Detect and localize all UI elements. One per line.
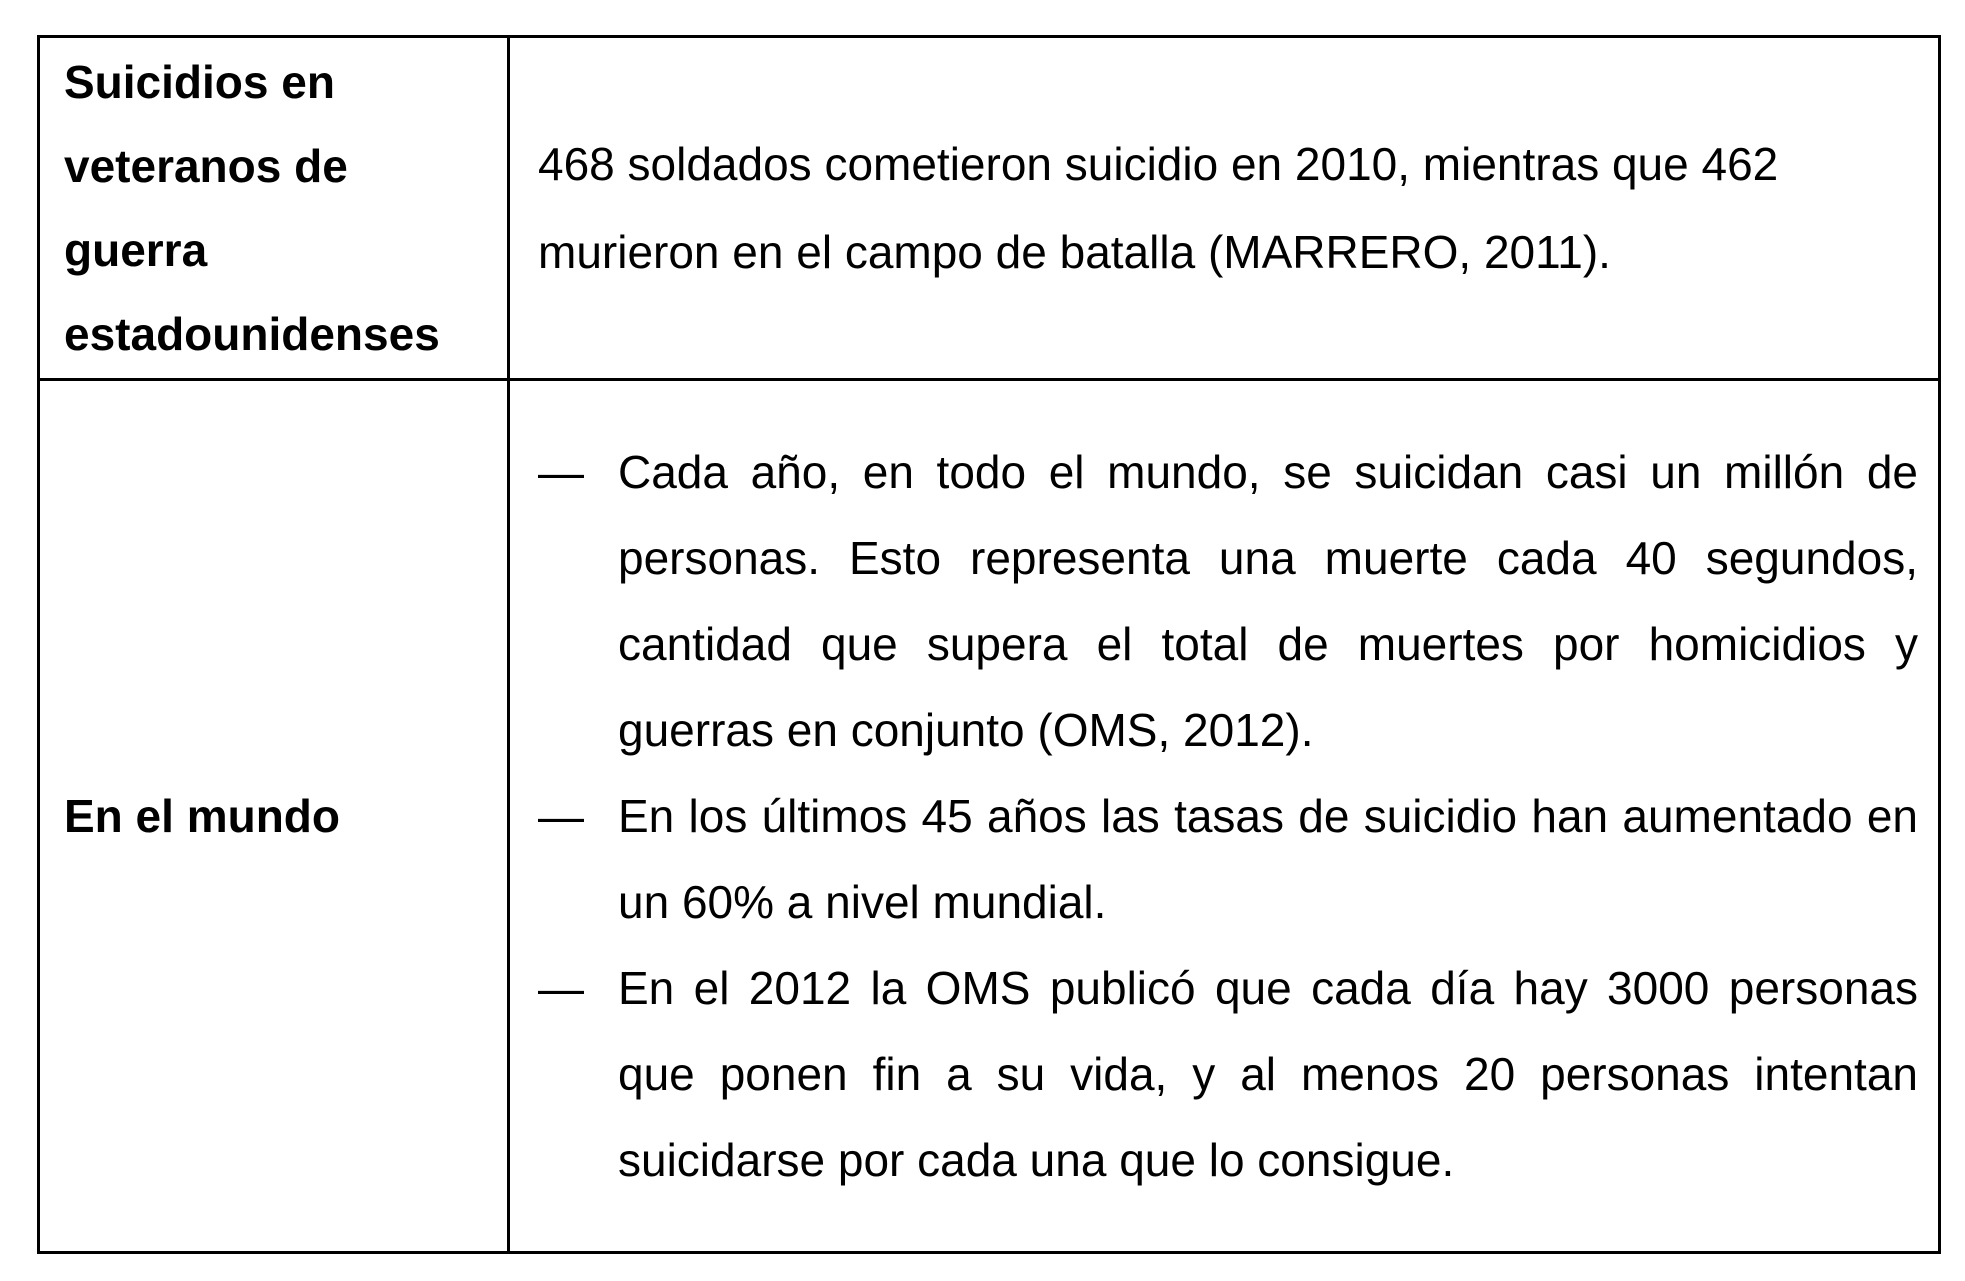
dash-bullet-icon: — bbox=[538, 962, 584, 1014]
dash-bullet-icon: — bbox=[538, 790, 584, 842]
row-content-world bbox=[509, 380, 1940, 1253]
bullet-text: En el 2012 la OMS publicó que cada día hay 3000 personas que ponen fin a su vida, y al menos 20 personas intentan suicidarse por cada una que lo consigue. bbox=[618, 962, 1918, 1186]
row-label-world: En el mundo bbox=[39, 380, 509, 1253]
bullet-text: En los últimos 45 años las tasas de suicidio han aumentado en un 60% a nivel mundial. bbox=[618, 790, 1918, 928]
table-row bbox=[39, 37, 1940, 380]
statistics-table bbox=[37, 35, 1941, 1254]
veterans-text: 468 soldados cometieron suicidio en 2010, mientras que 462 murieron en el campo de batalla (MARRERO, 2011). bbox=[538, 138, 1779, 278]
row-label-veterans: Suicidios en veteranos de guerra estadounidenses bbox=[39, 37, 509, 380]
list-item bbox=[538, 945, 1918, 1203]
row-content-veterans bbox=[509, 37, 1940, 380]
bullet-text: Cada año, en todo el mundo, se suicidan casi un millón de personas. Esto representa una muerte cada 40 segundos, cantidad que supera el total de muertes por homicidios y guerras en conjunto (OMS, 2012). bbox=[618, 446, 1918, 756]
list-item bbox=[538, 773, 1918, 945]
dash-bullet-icon: — bbox=[538, 446, 584, 498]
world-bullet-list bbox=[538, 429, 1918, 1203]
list-item bbox=[538, 429, 1918, 773]
table-row bbox=[39, 380, 1940, 1253]
